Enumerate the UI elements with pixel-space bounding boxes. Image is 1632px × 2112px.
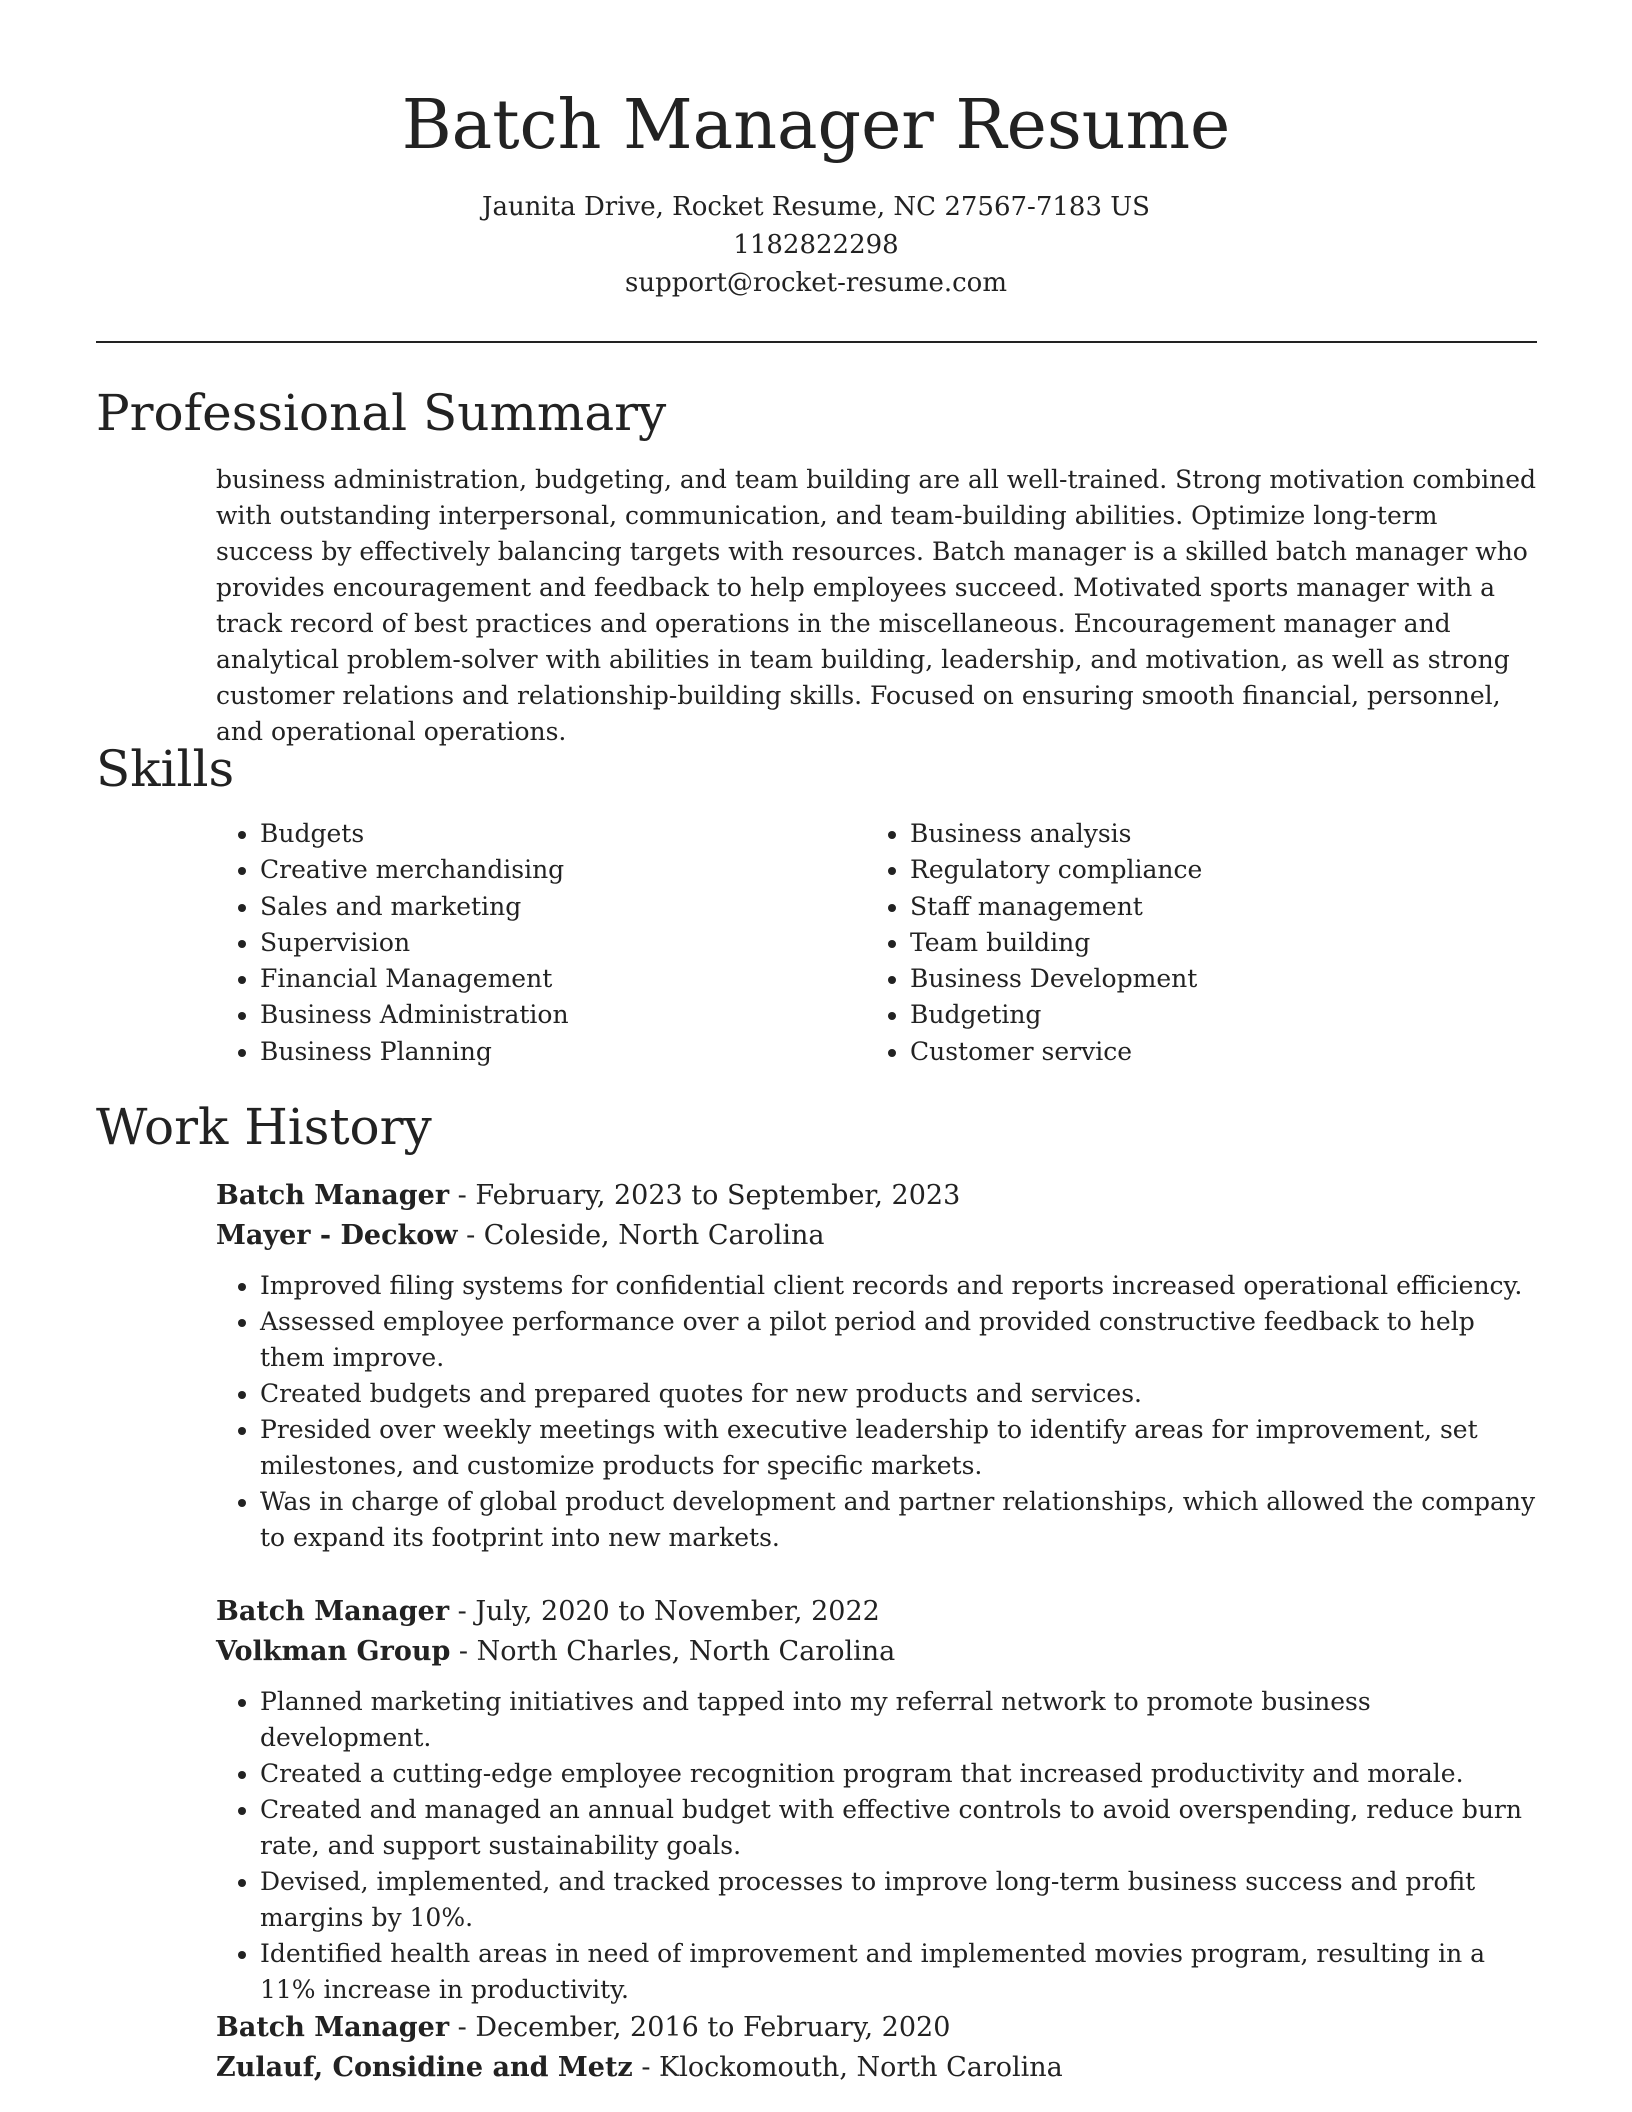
job-dates: - December, 2016 to February, 2020 xyxy=(449,2012,951,2043)
contact-block xyxy=(0,188,1632,302)
job-title-line xyxy=(216,1592,1541,1632)
job-company: Volkman Group xyxy=(216,1636,451,1667)
skill-item: • Regulatory compliance xyxy=(910,852,1516,888)
email-text: support@rocket-resume.com xyxy=(624,268,1007,298)
job-location: - Coleside, North Carolina xyxy=(457,1220,825,1251)
job-bullet: • Created and managed an annual budget with effective controls to avoid overspending, reduce burn rate, and support sustainability goals. xyxy=(260,1792,1541,1864)
skills-heading: Skills xyxy=(96,740,235,798)
job-bullets xyxy=(216,1268,1541,1556)
job-dates: - February, 2023 to September, 2023 xyxy=(449,1180,961,1211)
job-bullets xyxy=(216,1684,1541,2008)
header-divider xyxy=(96,341,1537,343)
skill-item: • Financial Management xyxy=(260,961,866,997)
skill-item: • Customer service xyxy=(910,1034,1516,1070)
job-bullet: • Planned marketing initiatives and tapped into my referral network to promote business development. xyxy=(260,1684,1541,1756)
summary-heading: Professional Summary xyxy=(96,384,667,442)
skills-list xyxy=(216,816,1541,1070)
job-company-line xyxy=(216,1632,1541,1672)
job-company-line xyxy=(216,1216,1541,1256)
skill-item: • Staff management xyxy=(910,889,1516,925)
skill-item: • Creative merchandising xyxy=(260,852,866,888)
skill-item: • Supervision xyxy=(260,925,866,961)
phone-text: 1182822298 xyxy=(733,230,899,260)
skills-column-right xyxy=(866,816,1516,1070)
skill-item: • Team building xyxy=(910,925,1516,961)
job-bullet: • Created budgets and prepared quotes for new products and services. xyxy=(260,1376,1541,1412)
job-entry xyxy=(216,2008,1541,2088)
work-history-heading: Work History xyxy=(96,1098,432,1156)
job-title-line xyxy=(216,2008,1541,2048)
skill-item: • Business analysis xyxy=(910,816,1516,852)
job-bullet: • Was in charge of global product development and partner relationships, which allowed the company to expand its footprint into new markets. xyxy=(260,1484,1541,1556)
skill-item: • Budgeting xyxy=(910,997,1516,1033)
resume-header xyxy=(0,0,1632,302)
skill-item: • Business Planning xyxy=(260,1034,866,1070)
address-text: Jaunita Drive, Rocket Resume, NC 27567-7183 US xyxy=(482,192,1150,222)
job-entry xyxy=(216,1176,1541,1556)
job-entry xyxy=(216,1592,1541,2008)
job-location: - Klockomouth, North Carolina xyxy=(632,2052,1063,2083)
job-bullet: • Created a cutting-edge employee recognition program that increased productivity and morale. xyxy=(260,1756,1541,1792)
skill-item: • Business Administration xyxy=(260,997,866,1033)
job-company: Zulauf, Considine and Metz xyxy=(216,2052,633,2083)
job-title: Batch Manager xyxy=(216,1180,450,1211)
job-title: Batch Manager xyxy=(216,1596,450,1627)
job-bullet: • Improved filing systems for confidential client records and reports increased operational efficiency. xyxy=(260,1268,1541,1304)
job-company: Mayer - Deckow xyxy=(216,1220,458,1251)
skill-item: • Sales and marketing xyxy=(260,889,866,925)
skill-item: • Business Development xyxy=(910,961,1516,997)
job-title: Batch Manager xyxy=(216,2012,450,2043)
job-bullet: • Identified health areas in need of improvement and implemented movies program, resulting in a 11% increase in productivity. xyxy=(260,1936,1541,2008)
job-bullet: • Presided over weekly meetings with executive leadership to identify areas for improvement, set milestones, and customize products for specific markets. xyxy=(260,1412,1541,1484)
skill-item: • Budgets xyxy=(260,816,866,852)
job-bullet: • Devised, implemented, and tracked processes to improve long-term business success and profit margins by 10%. xyxy=(260,1864,1541,1936)
job-dates: - July, 2020 to November, 2022 xyxy=(449,1596,880,1627)
job-location: - North Charles, North Carolina xyxy=(450,1636,896,1667)
resume-title: Batch Manager Resume xyxy=(401,86,1231,165)
job-bullet: • Assessed employee performance over a pilot period and provided constructive feedback to help them improve. xyxy=(260,1304,1541,1376)
skills-column-left xyxy=(216,816,866,1070)
summary-text: business administration, budgeting, and team building are all well-trained. Strong motivation combined with outstanding interpersonal, communication, and team-building abilities. Optimize long-term success by effectively balancing targets with resources. Batch manager is a skilled batch manager who provides encouragement and feedback to help employees succeed. Motivated sports manager with a track record of best practices and operations in the miscellaneous. Encouragement manager and analytical problem-solver with abilities in team building, leadership, and motivation, as well as strong customer relations and relationship-building skills. Focused on ensuring smooth financial, personnel, and operational operations. xyxy=(216,465,1537,746)
job-title-line xyxy=(216,1176,1541,1216)
job-company-line xyxy=(216,2048,1541,2088)
